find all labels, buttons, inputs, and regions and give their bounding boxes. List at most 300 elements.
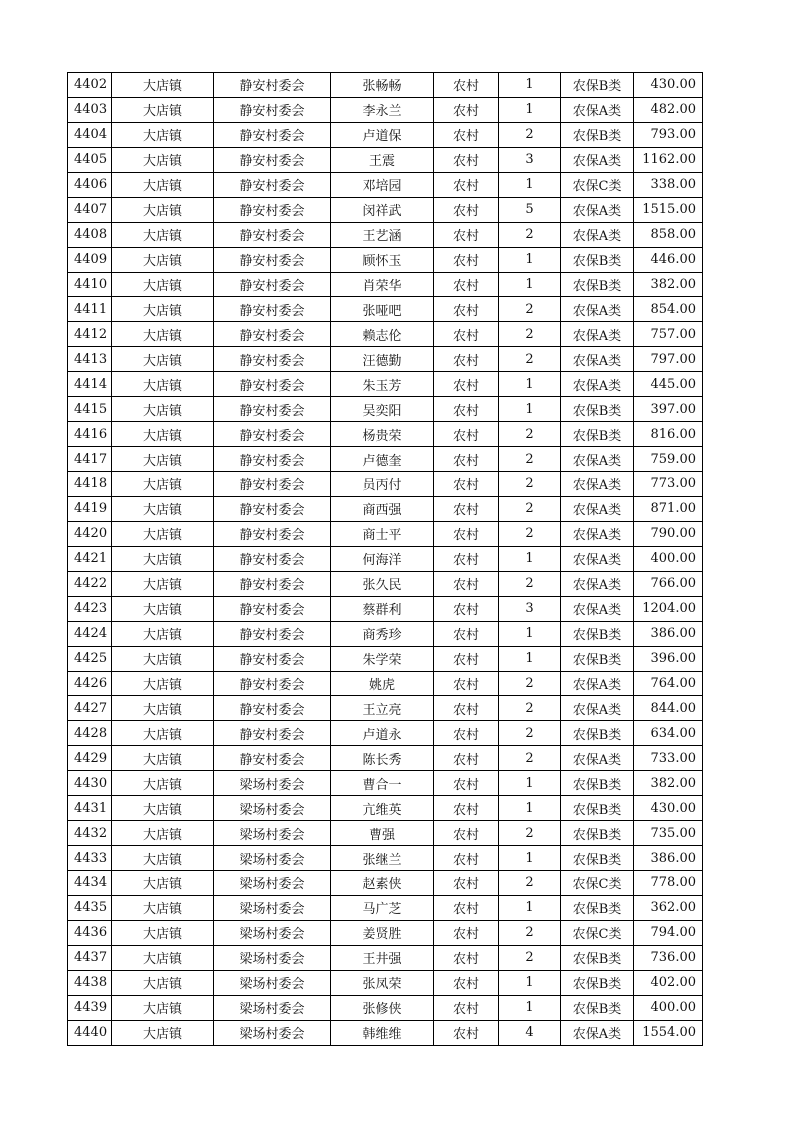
table-row [68, 122, 703, 147]
person-name-cell: 陈长秀 [331, 746, 434, 771]
household-type-cell: 农村 [434, 895, 499, 920]
town-cell: 大店镇 [112, 347, 214, 372]
member-count-cell: 2 [499, 871, 561, 896]
member-count-cell: 1 [499, 646, 561, 671]
town-cell: 大店镇 [112, 521, 214, 546]
row-number-cell: 4402 [68, 73, 112, 98]
household-type-cell: 农村 [434, 721, 499, 746]
town-cell: 大店镇 [112, 596, 214, 621]
member-count-cell: 2 [499, 920, 561, 945]
household-type-cell: 农村 [434, 73, 499, 98]
table-row [68, 172, 703, 197]
row-number-cell: 4410 [68, 272, 112, 297]
town-cell: 大店镇 [112, 197, 214, 222]
row-number-cell: 4439 [68, 995, 112, 1020]
amount-cell: 382.00 [634, 272, 703, 297]
household-type-cell: 农村 [434, 97, 499, 122]
member-count-cell: 3 [499, 596, 561, 621]
town-cell: 大店镇 [112, 796, 214, 821]
town-cell: 大店镇 [112, 472, 214, 497]
village-committee-cell: 静安村委会 [214, 596, 331, 621]
town-cell: 大店镇 [112, 970, 214, 995]
household-type-cell: 农村 [434, 322, 499, 347]
household-type-cell: 农村 [434, 596, 499, 621]
household-type-cell: 农村 [434, 871, 499, 896]
table-row [68, 97, 703, 122]
household-type-cell: 农村 [434, 222, 499, 247]
person-name-cell: 吴奕阳 [331, 397, 434, 422]
row-number-cell: 4424 [68, 621, 112, 646]
insurance-category-cell: 农保A类 [561, 546, 634, 571]
person-name-cell: 张修侠 [331, 995, 434, 1020]
town-cell: 大店镇 [112, 1020, 214, 1045]
amount-cell: 338.00 [634, 172, 703, 197]
insurance-category-cell: 农保C类 [561, 172, 634, 197]
member-count-cell: 2 [499, 496, 561, 521]
amount-cell: 382.00 [634, 771, 703, 796]
household-type-cell: 农村 [434, 696, 499, 721]
insurance-category-cell: 农保A类 [561, 571, 634, 596]
member-count-cell: 1 [499, 546, 561, 571]
village-committee-cell: 静安村委会 [214, 621, 331, 646]
member-count-cell: 5 [499, 197, 561, 222]
town-cell: 大店镇 [112, 771, 214, 796]
person-name-cell: 姚虎 [331, 671, 434, 696]
amount-cell: 844.00 [634, 696, 703, 721]
person-name-cell: 卢道保 [331, 122, 434, 147]
table-row [68, 496, 703, 521]
row-number-cell: 4412 [68, 322, 112, 347]
person-name-cell: 张哑吧 [331, 297, 434, 322]
village-committee-cell: 静安村委会 [214, 472, 331, 497]
amount-cell: 400.00 [634, 546, 703, 571]
person-name-cell: 商士平 [331, 521, 434, 546]
member-count-cell: 3 [499, 147, 561, 172]
town-cell: 大店镇 [112, 721, 214, 746]
insurance-category-cell: 农保A类 [561, 97, 634, 122]
village-committee-cell: 静安村委会 [214, 347, 331, 372]
row-number-cell: 4416 [68, 422, 112, 447]
household-type-cell: 农村 [434, 995, 499, 1020]
row-number-cell: 4419 [68, 496, 112, 521]
amount-cell: 397.00 [634, 397, 703, 422]
person-name-cell: 张继兰 [331, 846, 434, 871]
household-type-cell: 农村 [434, 1020, 499, 1045]
amount-cell: 634.00 [634, 721, 703, 746]
household-type-cell: 农村 [434, 621, 499, 646]
person-name-cell: 张凤荣 [331, 970, 434, 995]
table-row [68, 721, 703, 746]
insurance-category-cell: 农保A类 [561, 596, 634, 621]
person-name-cell: 卢德奎 [331, 447, 434, 472]
table-row [68, 571, 703, 596]
household-type-cell: 农村 [434, 397, 499, 422]
table-row [68, 546, 703, 571]
town-cell: 大店镇 [112, 447, 214, 472]
table-row [68, 422, 703, 447]
household-type-cell: 农村 [434, 571, 499, 596]
amount-cell: 797.00 [634, 347, 703, 372]
village-committee-cell: 静安村委会 [214, 222, 331, 247]
amount-cell: 386.00 [634, 621, 703, 646]
village-committee-cell: 梁场村委会 [214, 895, 331, 920]
person-name-cell: 王震 [331, 147, 434, 172]
town-cell: 大店镇 [112, 696, 214, 721]
row-number-cell: 4403 [68, 97, 112, 122]
person-name-cell: 赖志伦 [331, 322, 434, 347]
insurance-category-cell: 农保B类 [561, 821, 634, 846]
household-type-cell: 农村 [434, 521, 499, 546]
table-row [68, 696, 703, 721]
person-name-cell: 张畅畅 [331, 73, 434, 98]
table-row [68, 895, 703, 920]
amount-cell: 1515.00 [634, 197, 703, 222]
member-count-cell: 1 [499, 895, 561, 920]
village-committee-cell: 静安村委会 [214, 97, 331, 122]
person-name-cell: 王井强 [331, 945, 434, 970]
row-number-cell: 4436 [68, 920, 112, 945]
amount-cell: 858.00 [634, 222, 703, 247]
village-committee-cell: 梁场村委会 [214, 796, 331, 821]
household-type-cell: 农村 [434, 970, 499, 995]
insurance-category-cell: 农保B类 [561, 796, 634, 821]
person-name-cell: 汪德勤 [331, 347, 434, 372]
household-type-cell: 农村 [434, 447, 499, 472]
table-row [68, 746, 703, 771]
household-type-cell: 农村 [434, 646, 499, 671]
member-count-cell: 1 [499, 397, 561, 422]
village-committee-cell: 静安村委会 [214, 73, 331, 98]
person-name-cell: 姜贤胜 [331, 920, 434, 945]
person-name-cell: 员丙付 [331, 472, 434, 497]
member-count-cell: 1 [499, 172, 561, 197]
row-number-cell: 4420 [68, 521, 112, 546]
row-number-cell: 4440 [68, 1020, 112, 1045]
insurance-category-cell: 农保A类 [561, 472, 634, 497]
insurance-category-cell: 农保B类 [561, 122, 634, 147]
amount-cell: 400.00 [634, 995, 703, 1020]
insurance-category-cell: 农保C类 [561, 871, 634, 896]
village-committee-cell: 静安村委会 [214, 247, 331, 272]
row-number-cell: 4433 [68, 846, 112, 871]
row-number-cell: 4423 [68, 596, 112, 621]
village-committee-cell: 梁场村委会 [214, 1020, 331, 1045]
household-type-cell: 农村 [434, 297, 499, 322]
amount-cell: 854.00 [634, 297, 703, 322]
insurance-category-cell: 农保A类 [561, 372, 634, 397]
person-name-cell: 李永兰 [331, 97, 434, 122]
household-type-cell: 农村 [434, 122, 499, 147]
insurance-category-cell: 农保B类 [561, 771, 634, 796]
member-count-cell: 1 [499, 247, 561, 272]
village-committee-cell: 静安村委会 [214, 122, 331, 147]
table-row [68, 920, 703, 945]
household-type-cell: 农村 [434, 821, 499, 846]
town-cell: 大店镇 [112, 73, 214, 98]
person-name-cell: 肖荣华 [331, 272, 434, 297]
beneficiary-table [67, 72, 703, 1046]
row-number-cell: 4437 [68, 945, 112, 970]
village-committee-cell: 静安村委会 [214, 721, 331, 746]
household-type-cell: 农村 [434, 846, 499, 871]
insurance-category-cell: 农保B类 [561, 846, 634, 871]
row-number-cell: 4435 [68, 895, 112, 920]
amount-cell: 766.00 [634, 571, 703, 596]
village-committee-cell: 静安村委会 [214, 571, 331, 596]
table-row [68, 671, 703, 696]
town-cell: 大店镇 [112, 297, 214, 322]
table-row [68, 347, 703, 372]
table-row [68, 397, 703, 422]
person-name-cell: 闵祥武 [331, 197, 434, 222]
household-type-cell: 农村 [434, 172, 499, 197]
row-number-cell: 4430 [68, 771, 112, 796]
table-row [68, 846, 703, 871]
member-count-cell: 2 [499, 222, 561, 247]
household-type-cell: 农村 [434, 272, 499, 297]
table-row [68, 73, 703, 98]
household-type-cell: 农村 [434, 247, 499, 272]
table-row [68, 272, 703, 297]
row-number-cell: 4432 [68, 821, 112, 846]
amount-cell: 759.00 [634, 447, 703, 472]
member-count-cell: 2 [499, 671, 561, 696]
insurance-category-cell: 农保B类 [561, 970, 634, 995]
village-committee-cell: 静安村委会 [214, 372, 331, 397]
insurance-category-cell: 农保B类 [561, 995, 634, 1020]
member-count-cell: 1 [499, 995, 561, 1020]
town-cell: 大店镇 [112, 821, 214, 846]
member-count-cell: 2 [499, 521, 561, 546]
town-cell: 大店镇 [112, 422, 214, 447]
amount-cell: 773.00 [634, 472, 703, 497]
amount-cell: 733.00 [634, 746, 703, 771]
amount-cell: 1204.00 [634, 596, 703, 621]
insurance-category-cell: 农保A类 [561, 222, 634, 247]
insurance-category-cell: 农保B类 [561, 621, 634, 646]
amount-cell: 446.00 [634, 247, 703, 272]
household-type-cell: 农村 [434, 422, 499, 447]
person-name-cell: 邓培园 [331, 172, 434, 197]
member-count-cell: 2 [499, 821, 561, 846]
person-name-cell: 何海洋 [331, 546, 434, 571]
town-cell: 大店镇 [112, 871, 214, 896]
village-committee-cell: 静安村委会 [214, 447, 331, 472]
village-committee-cell: 静安村委会 [214, 546, 331, 571]
insurance-category-cell: 农保A类 [561, 746, 634, 771]
amount-cell: 757.00 [634, 322, 703, 347]
table-row [68, 147, 703, 172]
amount-cell: 736.00 [634, 945, 703, 970]
person-name-cell: 王立亮 [331, 696, 434, 721]
town-cell: 大店镇 [112, 895, 214, 920]
household-type-cell: 农村 [434, 771, 499, 796]
insurance-category-cell: 农保B类 [561, 945, 634, 970]
table-row [68, 821, 703, 846]
insurance-category-cell: 农保B类 [561, 646, 634, 671]
village-committee-cell: 梁场村委会 [214, 771, 331, 796]
member-count-cell: 2 [499, 322, 561, 347]
insurance-category-cell: 农保A类 [561, 322, 634, 347]
row-number-cell: 4427 [68, 696, 112, 721]
table-body [68, 73, 703, 1046]
insurance-category-cell: 农保B类 [561, 397, 634, 422]
row-number-cell: 4408 [68, 222, 112, 247]
person-name-cell: 曹合一 [331, 771, 434, 796]
village-committee-cell: 静安村委会 [214, 172, 331, 197]
row-number-cell: 4425 [68, 646, 112, 671]
person-name-cell: 顾怀玉 [331, 247, 434, 272]
village-committee-cell: 梁场村委会 [214, 945, 331, 970]
table-row [68, 646, 703, 671]
village-committee-cell: 静安村委会 [214, 646, 331, 671]
table-row [68, 297, 703, 322]
row-number-cell: 4426 [68, 671, 112, 696]
table-row [68, 970, 703, 995]
town-cell: 大店镇 [112, 646, 214, 671]
member-count-cell: 1 [499, 97, 561, 122]
member-count-cell: 2 [499, 945, 561, 970]
town-cell: 大店镇 [112, 122, 214, 147]
member-count-cell: 1 [499, 970, 561, 995]
amount-cell: 794.00 [634, 920, 703, 945]
household-type-cell: 农村 [434, 147, 499, 172]
amount-cell: 735.00 [634, 821, 703, 846]
village-committee-cell: 静安村委会 [214, 496, 331, 521]
insurance-category-cell: 农保A类 [561, 447, 634, 472]
town-cell: 大店镇 [112, 920, 214, 945]
amount-cell: 430.00 [634, 796, 703, 821]
amount-cell: 793.00 [634, 122, 703, 147]
amount-cell: 396.00 [634, 646, 703, 671]
row-number-cell: 4414 [68, 372, 112, 397]
member-count-cell: 4 [499, 1020, 561, 1045]
table-row [68, 995, 703, 1020]
row-number-cell: 4429 [68, 746, 112, 771]
amount-cell: 790.00 [634, 521, 703, 546]
town-cell: 大店镇 [112, 322, 214, 347]
member-count-cell: 1 [499, 771, 561, 796]
town-cell: 大店镇 [112, 247, 214, 272]
insurance-category-cell: 农保A类 [561, 347, 634, 372]
town-cell: 大店镇 [112, 746, 214, 771]
member-count-cell: 2 [499, 571, 561, 596]
town-cell: 大店镇 [112, 397, 214, 422]
amount-cell: 362.00 [634, 895, 703, 920]
insurance-category-cell: 农保A类 [561, 197, 634, 222]
village-committee-cell: 静安村委会 [214, 746, 331, 771]
member-count-cell: 1 [499, 796, 561, 821]
row-number-cell: 4404 [68, 122, 112, 147]
town-cell: 大店镇 [112, 97, 214, 122]
row-number-cell: 4418 [68, 472, 112, 497]
village-committee-cell: 梁场村委会 [214, 920, 331, 945]
person-name-cell: 曹强 [331, 821, 434, 846]
town-cell: 大店镇 [112, 496, 214, 521]
person-name-cell: 卢道永 [331, 721, 434, 746]
town-cell: 大店镇 [112, 846, 214, 871]
member-count-cell: 2 [499, 696, 561, 721]
town-cell: 大店镇 [112, 272, 214, 297]
village-committee-cell: 静安村委会 [214, 197, 331, 222]
table-row [68, 596, 703, 621]
village-committee-cell: 静安村委会 [214, 696, 331, 721]
village-committee-cell: 静安村委会 [214, 147, 331, 172]
table-row [68, 447, 703, 472]
row-number-cell: 4428 [68, 721, 112, 746]
household-type-cell: 农村 [434, 746, 499, 771]
village-committee-cell: 梁场村委会 [214, 846, 331, 871]
amount-cell: 430.00 [634, 73, 703, 98]
row-number-cell: 4407 [68, 197, 112, 222]
village-committee-cell: 梁场村委会 [214, 995, 331, 1020]
insurance-category-cell: 农保B类 [561, 422, 634, 447]
person-name-cell: 蔡群利 [331, 596, 434, 621]
member-count-cell: 2 [499, 721, 561, 746]
town-cell: 大店镇 [112, 945, 214, 970]
table-row [68, 871, 703, 896]
insurance-category-cell: 农保A类 [561, 1020, 634, 1045]
table-row [68, 472, 703, 497]
row-number-cell: 4431 [68, 796, 112, 821]
insurance-category-cell: 农保B类 [561, 895, 634, 920]
amount-cell: 482.00 [634, 97, 703, 122]
town-cell: 大店镇 [112, 546, 214, 571]
member-count-cell: 2 [499, 746, 561, 771]
table-row [68, 197, 703, 222]
member-count-cell: 2 [499, 447, 561, 472]
village-committee-cell: 静安村委会 [214, 521, 331, 546]
person-name-cell: 张久民 [331, 571, 434, 596]
amount-cell: 778.00 [634, 871, 703, 896]
town-cell: 大店镇 [112, 172, 214, 197]
town-cell: 大店镇 [112, 571, 214, 596]
village-committee-cell: 梁场村委会 [214, 970, 331, 995]
village-committee-cell: 静安村委会 [214, 297, 331, 322]
household-type-cell: 农村 [434, 197, 499, 222]
insurance-category-cell: 农保B类 [561, 247, 634, 272]
member-count-cell: 1 [499, 272, 561, 297]
amount-cell: 1162.00 [634, 147, 703, 172]
table-row [68, 247, 703, 272]
table-row [68, 521, 703, 546]
village-committee-cell: 梁场村委会 [214, 821, 331, 846]
person-name-cell: 朱学荣 [331, 646, 434, 671]
town-cell: 大店镇 [112, 147, 214, 172]
row-number-cell: 4438 [68, 970, 112, 995]
member-count-cell: 2 [499, 122, 561, 147]
person-name-cell: 亢维英 [331, 796, 434, 821]
table-row [68, 945, 703, 970]
row-number-cell: 4415 [68, 397, 112, 422]
town-cell: 大店镇 [112, 995, 214, 1020]
insurance-category-cell: 农保B类 [561, 721, 634, 746]
household-type-cell: 农村 [434, 920, 499, 945]
member-count-cell: 1 [499, 372, 561, 397]
row-number-cell: 4405 [68, 147, 112, 172]
row-number-cell: 4421 [68, 546, 112, 571]
insurance-category-cell: 农保B类 [561, 272, 634, 297]
village-committee-cell: 静安村委会 [214, 422, 331, 447]
household-type-cell: 农村 [434, 546, 499, 571]
person-name-cell: 赵素侠 [331, 871, 434, 896]
household-type-cell: 农村 [434, 347, 499, 372]
amount-cell: 816.00 [634, 422, 703, 447]
insurance-category-cell: 农保A类 [561, 521, 634, 546]
village-committee-cell: 静安村委会 [214, 671, 331, 696]
row-number-cell: 4413 [68, 347, 112, 372]
amount-cell: 402.00 [634, 970, 703, 995]
